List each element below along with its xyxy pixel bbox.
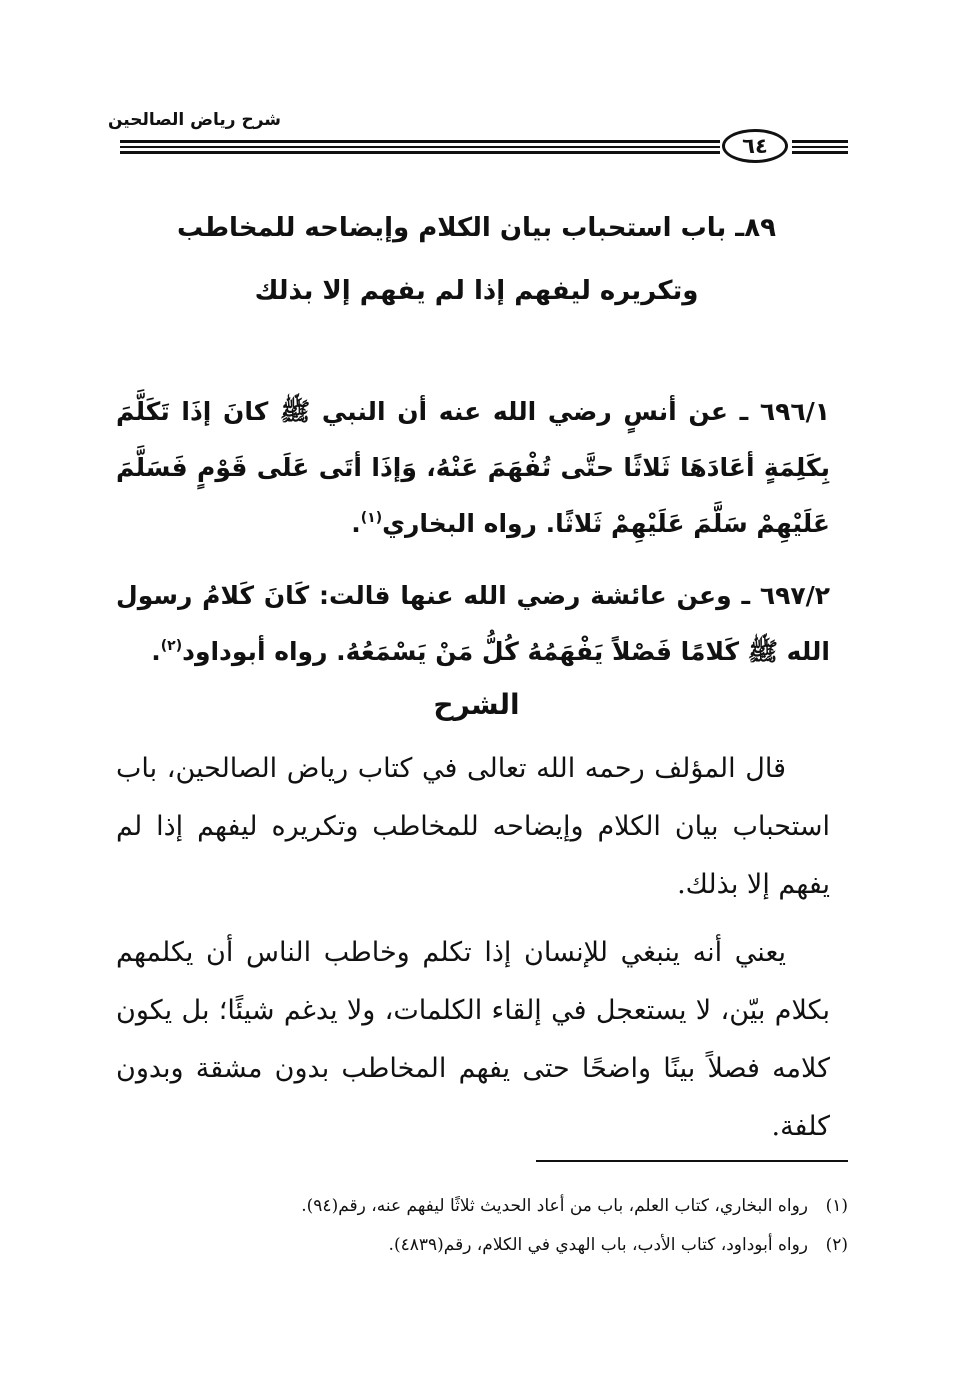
footnote-separator [536, 1160, 848, 1162]
sharh-paragraph-2: يعني أنه ينبغي للإنسان إذا تكلم وخاطب الناس أن يكلمهم بكلام بيّن، لا يستعجل في إلقاء الكلمات، ولا يدغم شيئًا؛ بل يكون كلامه فصلاً بينًا واضحًا حتى يفهم المخاطب بدون مشقة وبدون كلفة. [116, 937, 830, 1142]
hadith-2-end: . [151, 637, 161, 666]
footnote-2 [160, 1235, 848, 1255]
hadith-2 [116, 568, 830, 680]
sharh-paragraph-1: قال المؤلف رحمه الله تعالى في كتاب رياض الصالحين، باب استحباب بيان الكلام وإيضاحه للمخاطب وتكريره ليفهم إذا لم يفهم إلا بذلك. [116, 753, 830, 900]
footnote-2-number: (٢) [825, 1235, 848, 1255]
footnote-1-number: (١) [825, 1196, 848, 1216]
footnote-2-text: رواه أبوداود، كتاب الأدب، باب الهدي في الكلام، رقم(٤٨٣٩). [388, 1235, 808, 1255]
running-header-title: شرح رياض الصالحين [107, 110, 281, 130]
footnote-ref-1: (١) [360, 510, 383, 526]
hadith-1-text: ٦٩٦/١ ـ عن أنسٍ رضي الله عنه أن النبي ﷺ كانَ إذَا تَكَلَّمَ بِكَلِمَةٍ أعَادَهَا ثَلاثًا حتَّى تُفْهَمَ عَنْهُ، وَإذَا أتَى عَلَى قَوْمٍ فَسَلَّمَ عَلَيْهِمْ سَلَّمَ عَلَيْهِمْ ثَلاثًا. رواه البخاري [116, 397, 830, 538]
footnote-1 [160, 1196, 848, 1216]
sharh-heading: الشرح [433, 688, 520, 721]
hadith-1 [116, 384, 830, 552]
chapter-title-line-2: وتكريره ليفهم إذا لم يفهم إلا بذلك [254, 276, 699, 306]
footnote-1-text: رواه البخاري، كتاب العلم، باب من أعاد الحديث ثلاثًا ليفهم عنه، رقم(٩٤). [301, 1196, 808, 1216]
chapter-title-line-1: ٨٩ـ باب استحباب بيان الكلام وإيضاحه للمخاطب [177, 213, 776, 243]
footnote-ref-2: (٢) [160, 638, 183, 654]
page-number: ٦٤ [722, 129, 788, 163]
hadith-2-text: ٦٩٧/٢ ـ وعن عائشة رضي الله عنها قالت: كَانَ كَلامُ رسول الله ﷺ كَلامًا فَصْلاً يَفْهَمُهُ كُلُّ مَنْ يَسْمَعُهُ. رواه أبوداود [116, 581, 830, 666]
hadith-1-end: . [351, 509, 361, 538]
